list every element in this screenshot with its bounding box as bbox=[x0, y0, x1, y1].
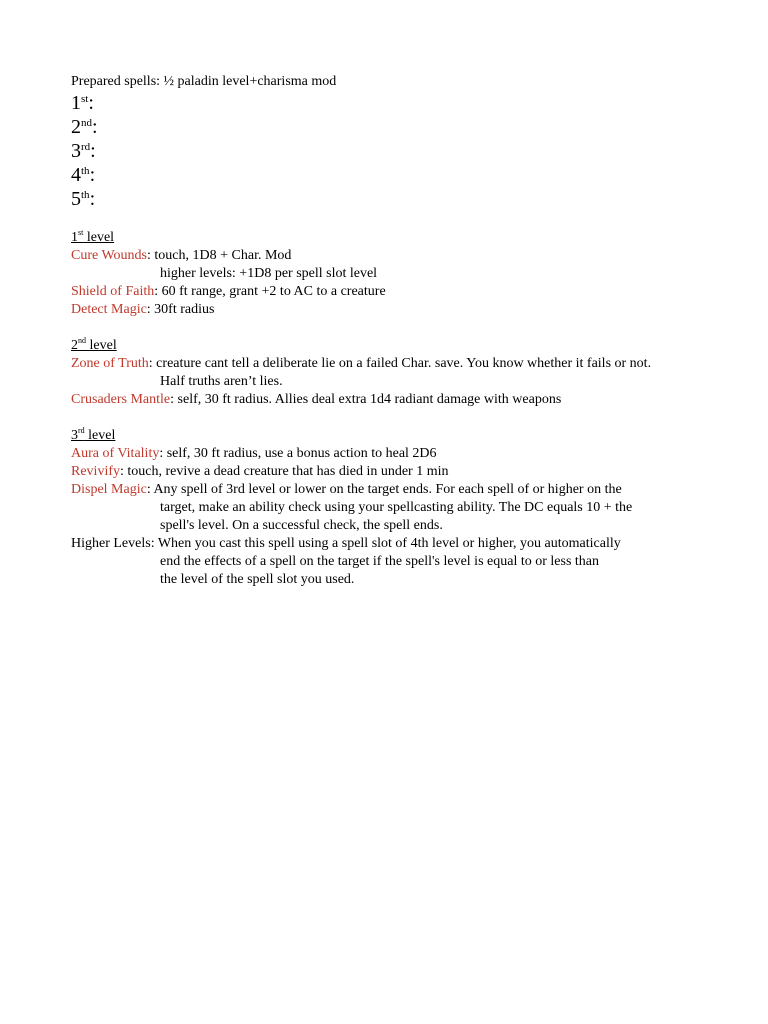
section-heading bbox=[71, 229, 731, 247]
spell-name: Shield of Faith bbox=[71, 284, 155, 299]
heading-ordinal: st bbox=[78, 228, 84, 237]
spell-entry bbox=[71, 301, 731, 319]
slot-number: 5 bbox=[71, 188, 81, 210]
prepared-slots bbox=[71, 91, 731, 211]
spell-description-continued: target, make an ability check using your spellcasting ability. The DC equals 10 + the bbox=[160, 500, 633, 515]
spell-description: : self, 30 ft radius, use a bonus action to heal 2D6 bbox=[159, 446, 437, 461]
spell-description: : creature cant tell a deliberate lie on a failed Char. save. You know whether it fails or not. bbox=[148, 356, 652, 371]
spell-entry bbox=[71, 481, 731, 499]
spell-description-continued: end the effects of a spell on the target if the spell's level is equal to or less than bbox=[160, 554, 599, 569]
heading-ordinal: rd bbox=[78, 426, 85, 435]
heading-number: 2 bbox=[71, 338, 78, 353]
spell-name: Detect Magic bbox=[71, 302, 147, 317]
heading-title: level bbox=[84, 428, 116, 443]
spell-name: Crusaders Mantle bbox=[71, 392, 171, 407]
slot-ordinal: nd bbox=[81, 117, 92, 129]
slot-line bbox=[71, 187, 731, 211]
spell-description: : Any spell of 3rd level or lower on the target ends. For each spell of or higher on the bbox=[146, 482, 622, 497]
heading-title: level bbox=[86, 338, 117, 353]
spell-entry bbox=[71, 391, 731, 409]
spell-entry bbox=[71, 283, 731, 301]
section-spacer bbox=[71, 211, 731, 229]
section-spacer bbox=[71, 409, 731, 427]
heading-ordinal: nd bbox=[78, 336, 86, 345]
spell-entry bbox=[71, 463, 731, 481]
slot-colon: : bbox=[90, 140, 96, 162]
spell-description: : 30ft radius bbox=[146, 302, 215, 317]
slot-line bbox=[71, 115, 731, 139]
slot-colon: : bbox=[89, 188, 96, 210]
spell-sections bbox=[71, 211, 731, 589]
slot-number: 1 bbox=[71, 92, 81, 114]
spell-entry bbox=[71, 355, 731, 373]
document-page bbox=[71, 73, 731, 589]
spell-name: Zone of Truth bbox=[71, 356, 149, 371]
section-spacer bbox=[71, 319, 731, 337]
slot-colon: : bbox=[89, 164, 96, 186]
slot-colon: : bbox=[88, 92, 94, 114]
spell-name: Dispel Magic bbox=[71, 482, 147, 497]
slot-line bbox=[71, 163, 731, 187]
section-heading bbox=[71, 337, 731, 355]
slot-ordinal: th bbox=[81, 165, 90, 177]
section-heading bbox=[71, 427, 731, 445]
spell-description: : 60 ft range, grant +2 to AC to a creature bbox=[154, 284, 386, 299]
slot-ordinal: rd bbox=[81, 141, 91, 153]
spell-description-continued: spell's level. On a successful check, the spell ends. bbox=[160, 518, 443, 533]
slot-ordinal: st bbox=[81, 93, 89, 105]
spell-name: Revivify bbox=[71, 464, 120, 479]
slot-number: 4 bbox=[71, 164, 81, 186]
spell-description: : self, 30 ft radius. Allies deal extra 1d4 radiant damage with weapons bbox=[170, 392, 562, 407]
spell-description: : touch, 1D8 + Char. Mod bbox=[147, 248, 292, 263]
slot-number: 2 bbox=[71, 116, 81, 138]
prepared-spells-line: Prepared spells: ½ paladin level+charisma mod bbox=[71, 74, 337, 89]
spell-entry bbox=[71, 535, 731, 553]
slot-colon: : bbox=[92, 116, 98, 138]
entry-label: Higher Levels bbox=[71, 536, 151, 551]
spell-entry bbox=[71, 247, 731, 265]
spell-description: : When you cast this spell using a spell slot of 4th level or higher, you automatically bbox=[150, 536, 621, 551]
slot-ordinal: th bbox=[81, 189, 90, 201]
spell-entry bbox=[71, 445, 731, 463]
heading-title: level bbox=[83, 230, 115, 245]
slot-number: 3 bbox=[71, 140, 81, 162]
heading-number: 3 bbox=[71, 428, 78, 443]
spell-description-continued: Half truths aren’t lies. bbox=[160, 374, 283, 389]
heading-number: 1 bbox=[71, 230, 78, 245]
slot-line bbox=[71, 139, 731, 163]
spell-description: : touch, revive a dead creature that has died in under 1 min bbox=[120, 464, 449, 479]
spell-name: Aura of Vitality bbox=[71, 446, 160, 461]
spell-description-continued: the level of the spell slot you used. bbox=[160, 572, 355, 587]
slot-line bbox=[71, 91, 731, 115]
spell-name: Cure Wounds bbox=[71, 248, 148, 263]
spell-description-continued: higher levels: +1D8 per spell slot level bbox=[160, 266, 378, 281]
